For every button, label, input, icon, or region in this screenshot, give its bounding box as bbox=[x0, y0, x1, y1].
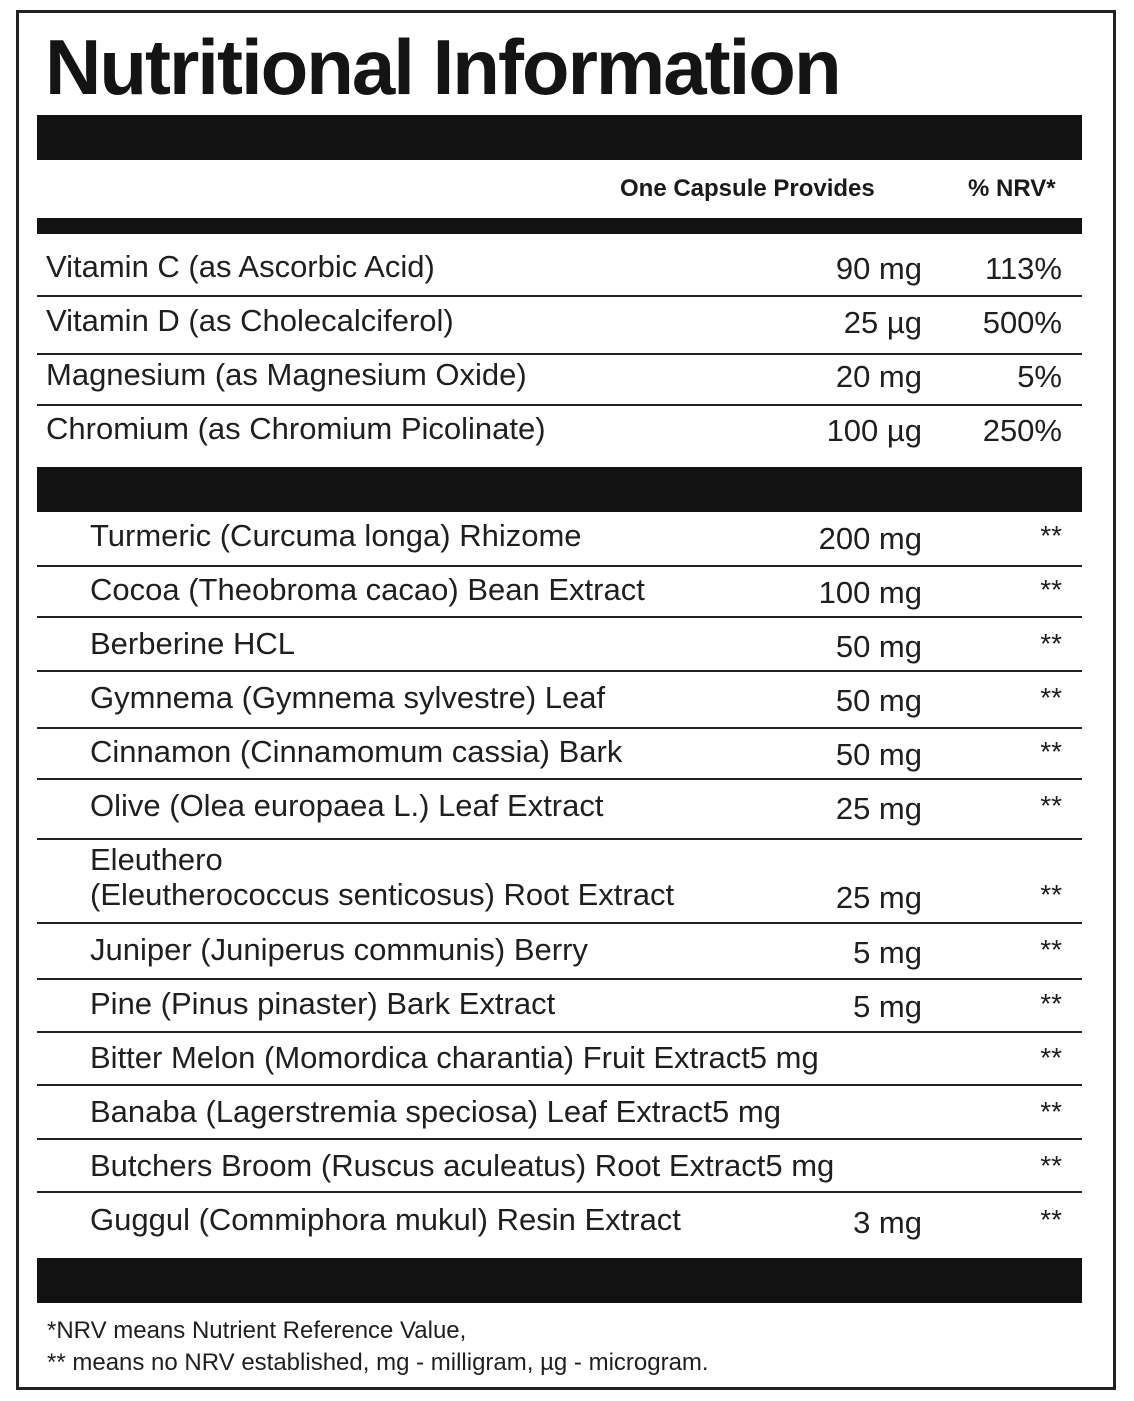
ingredient-nrv: ** bbox=[1040, 574, 1062, 605]
amount-column-header: One Capsule Provides bbox=[620, 175, 875, 202]
ingredient-nrv: ** bbox=[1040, 736, 1062, 767]
botanical-row bbox=[37, 734, 1082, 774]
ingredient-amount: 50 mg bbox=[835, 683, 922, 718]
header-bar-thin bbox=[37, 218, 1082, 234]
section-bar-middle bbox=[37, 467, 1082, 512]
ingredient-nrv: ** bbox=[1040, 934, 1062, 965]
header-bar-top bbox=[37, 115, 1082, 160]
ingredient-name: (Eleutherococcus senticosus) Root Extract bbox=[90, 877, 675, 912]
ingredient-nrv: ** bbox=[1040, 790, 1062, 821]
ingredient-nrv: ** bbox=[1040, 520, 1062, 551]
ingredient-nrv: ** bbox=[1040, 879, 1062, 910]
ingredient-name-line1: Eleuthero bbox=[90, 842, 223, 877]
botanical-row bbox=[37, 788, 1082, 828]
botanical-row bbox=[37, 680, 1082, 720]
botanical-row bbox=[37, 626, 1082, 666]
nutrient-nrv: 500% bbox=[982, 305, 1062, 340]
ingredient-name: Olive (Olea europaea L.) Leaf Extract bbox=[90, 788, 604, 823]
ingredient-amount: 50 mg bbox=[835, 629, 922, 664]
ingredient-amount: 50 mg bbox=[835, 737, 922, 772]
botanical-row bbox=[37, 877, 1082, 917]
nutrient-name: Chromium (as Chromium Picolinate) bbox=[46, 411, 546, 446]
ingredient-nrv: ** bbox=[1040, 988, 1062, 1019]
page-title: Nutritional Information bbox=[45, 23, 840, 111]
footnote-nrv: *NRV means Nutrient Reference Value, bbox=[47, 1317, 467, 1344]
nutrient-name: Vitamin D (as Cholecalciferol) bbox=[46, 303, 454, 338]
nutrient-name: Vitamin C (as Ascorbic Acid) bbox=[46, 249, 435, 284]
botanical-row bbox=[37, 932, 1082, 972]
ingredient-nrv: ** bbox=[1040, 1150, 1062, 1181]
section-bar-bottom bbox=[37, 1258, 1082, 1303]
ingredient-nrv: ** bbox=[1040, 1096, 1062, 1127]
botanical-row bbox=[37, 1202, 1082, 1242]
ingredient-amount: 200 mg bbox=[818, 521, 922, 556]
ingredient-nrv: ** bbox=[1040, 682, 1062, 713]
ingredient-name: Gymnema (Gymnema sylvestre) Leaf bbox=[90, 680, 606, 715]
row-divider bbox=[37, 616, 1082, 618]
vitamin-row bbox=[37, 357, 1082, 397]
nutrient-amount: 20 mg bbox=[835, 359, 922, 394]
ingredient-amount: 25 mg bbox=[835, 880, 922, 915]
ingredient-name: Banaba (Lagerstremia speciosa) Leaf Extract5 mg bbox=[90, 1094, 781, 1129]
row-divider bbox=[37, 727, 1082, 729]
ingredient-amount: 5 mg bbox=[853, 989, 922, 1024]
row-divider bbox=[37, 978, 1082, 980]
row-divider bbox=[37, 922, 1082, 924]
ingredient-name: Pine (Pinus pinaster) Bark Extract bbox=[90, 986, 556, 1021]
nutrient-amount: 90 mg bbox=[835, 251, 922, 286]
botanical-row bbox=[37, 572, 1082, 612]
nutrient-nrv: 250% bbox=[982, 413, 1062, 448]
nutrient-nrv: 113% bbox=[985, 251, 1062, 286]
nutrient-amount: 25 µg bbox=[843, 305, 922, 340]
nutrient-amount: 100 µg bbox=[826, 413, 922, 448]
ingredient-name: Butchers Broom (Ruscus aculeatus) Root Extract5 mg bbox=[90, 1148, 835, 1183]
row-divider bbox=[37, 295, 1082, 297]
ingredient-name: Cinnamon (Cinnamomum cassia) Bark bbox=[90, 734, 623, 769]
ingredient-name: Cocoa (Theobroma cacao) Bean Extract bbox=[90, 572, 645, 607]
ingredient-name: Juniper (Juniperus communis) Berry bbox=[90, 932, 588, 967]
botanical-row bbox=[37, 1094, 1082, 1134]
ingredient-nrv: ** bbox=[1040, 1204, 1062, 1235]
row-divider bbox=[37, 353, 1082, 355]
vitamin-row bbox=[37, 411, 1082, 451]
ingredient-nrv: ** bbox=[1040, 628, 1062, 659]
row-divider bbox=[37, 670, 1082, 672]
vitamin-row bbox=[37, 303, 1082, 343]
botanical-row bbox=[37, 986, 1082, 1026]
ingredient-name: Bitter Melon (Momordica charantia) Fruit Extract5 mg bbox=[90, 1040, 819, 1075]
botanical-row bbox=[37, 1148, 1082, 1188]
row-divider bbox=[37, 838, 1082, 840]
ingredient-name: Berberine HCL bbox=[90, 626, 296, 661]
nrv-column-header: % NRV* bbox=[968, 175, 1056, 202]
row-divider bbox=[37, 565, 1082, 567]
row-divider bbox=[37, 404, 1082, 406]
row-divider bbox=[37, 1084, 1082, 1086]
row-divider bbox=[37, 778, 1082, 780]
botanical-row bbox=[37, 1040, 1082, 1080]
botanical-row-line1 bbox=[37, 842, 1082, 882]
ingredient-name: Guggul (Commiphora mukul) Resin Extract bbox=[90, 1202, 681, 1237]
ingredient-nrv: ** bbox=[1040, 1042, 1062, 1073]
row-divider bbox=[37, 1191, 1082, 1193]
footnote-units: ** means no NRV established, mg - milligram, µg - microgram. bbox=[47, 1349, 709, 1376]
vitamin-row bbox=[37, 249, 1082, 289]
nutrient-nrv: 5% bbox=[1017, 359, 1062, 394]
botanical-row bbox=[37, 518, 1082, 558]
nutrient-name: Magnesium (as Magnesium Oxide) bbox=[46, 357, 527, 392]
row-divider bbox=[37, 1031, 1082, 1033]
ingredient-amount: 100 mg bbox=[818, 575, 922, 610]
ingredient-amount: 5 mg bbox=[853, 935, 922, 970]
ingredient-amount: 25 mg bbox=[835, 791, 922, 826]
row-divider bbox=[37, 1138, 1082, 1140]
ingredient-amount: 3 mg bbox=[853, 1205, 922, 1240]
ingredient-name: Turmeric (Curcuma longa) Rhizome bbox=[90, 518, 582, 553]
